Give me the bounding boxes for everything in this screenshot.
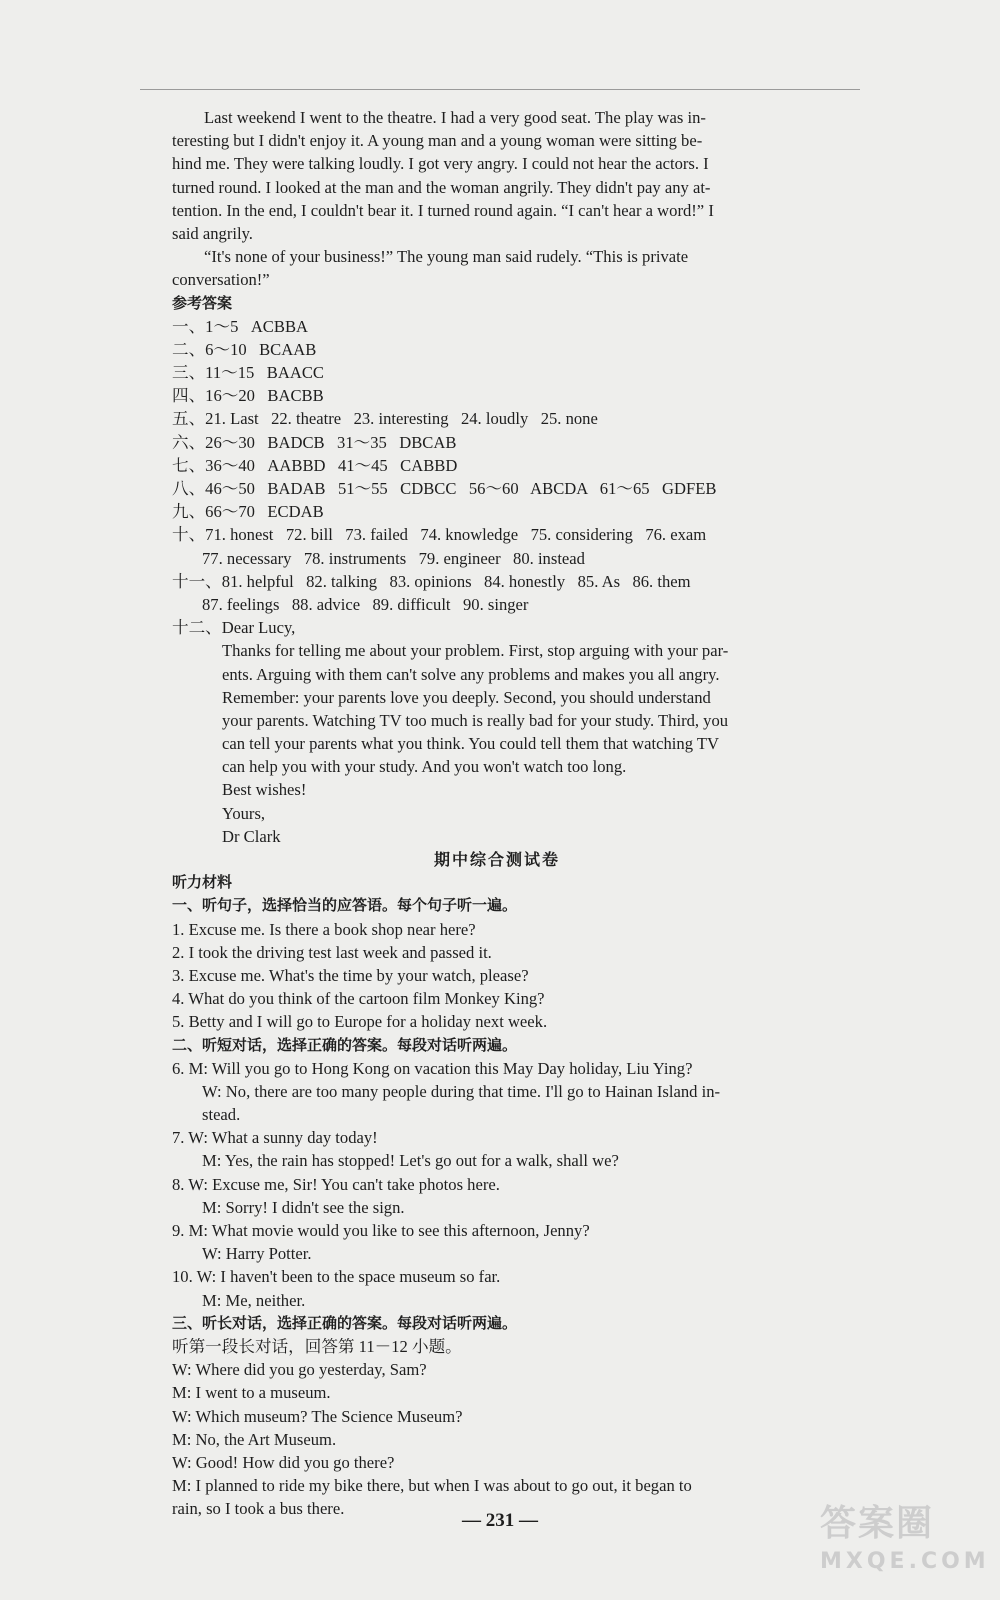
- text-line: tention. In the end, I couldn't bear it. I turned round again. “I can't hear a word!” I: [172, 200, 714, 220]
- text-line: M: I planned to ride my bike there, but when I was about to go out, it began to: [172, 1476, 692, 1496]
- text-line: rain, so I took a bus there.: [172, 1499, 345, 1519]
- text-line: 听力材料: [172, 873, 233, 892]
- text-line: stead.: [202, 1105, 241, 1125]
- text-line: 10. W: I haven't been to the space museum so far.: [172, 1267, 501, 1287]
- text-line: 77. necessary 78. instruments 79. engineer 80. instead: [202, 548, 585, 568]
- text-line: your parents. Watching TV too much is really bad for your study. Third, you: [222, 710, 729, 730]
- text-line: M: I went to a museum.: [172, 1383, 331, 1403]
- text-line: M: Me, neither.: [202, 1290, 306, 1310]
- text-line: 七、36～40 AABBD 41～45 CABBD: [172, 455, 458, 475]
- watermark-text-bottom: MXQE.COM: [820, 1549, 990, 1574]
- text-line: 十二、Dear Lucy,: [172, 618, 296, 638]
- text-line: 5. Betty and I will go to Europe for a holiday next week.: [172, 1012, 548, 1032]
- text-line: M: No, the Art Museum.: [172, 1429, 337, 1449]
- text-line: 二、6～10 BCAAB: [172, 339, 317, 359]
- text-line: hind me. They were talking loudly. I got very angry. I could not hear the actors. I: [172, 154, 709, 174]
- text-line: 87. feelings 88. advice 89. difficult 90. singer: [202, 594, 529, 614]
- text-line: 九、66～70 ECDAB: [172, 502, 324, 522]
- text-line: 五、21. Last 22. theatre 23. interesting 24. loudly 25. none: [172, 409, 598, 429]
- text-line: 十一、81. helpful 82. talking 83. opinions 84. honestly 85. As 86. them: [172, 571, 691, 591]
- text-line: said angrily.: [172, 223, 253, 243]
- text-line: ents. Arguing with them can't solve any problems and makes you all angry.: [222, 664, 720, 684]
- watermark-logo: [820, 1500, 990, 1590]
- text-line: 一、听句子，选择恰当的应答语。每个句子听一遍。: [172, 896, 518, 915]
- text-line: 六、26～30 BADCB 31～35 DBCAB: [172, 432, 457, 452]
- text-line: 八、46～50 BADAB 51～55 CDBCC 56～60 ABCDA 61～65 GDFEB: [172, 479, 717, 498]
- text-line: 十、71. honest 72. bill 73. failed 74. knowledge 75. considering 76. exam: [172, 525, 707, 545]
- text-line: Thanks for telling me about your problem. First, stop arguing with your par-: [222, 641, 729, 661]
- text-line: 8. W: Excuse me, Sir! You can't take photos here.: [172, 1174, 500, 1194]
- text-line: 二、听短对话，选择正确的答案。每段对话听两遍。: [172, 1035, 518, 1054]
- text-line: W: Which museum? The Science Museum?: [172, 1406, 463, 1426]
- text-line: 3. Excuse me. What's the time by your watch, please?: [172, 965, 529, 985]
- text-line: 2. I took the driving test last week and passed it.: [172, 942, 492, 962]
- text-line: Dr Clark: [222, 826, 281, 846]
- text-line: W: Where did you go yesterday, Sam?: [172, 1360, 427, 1380]
- text-line: W: Good! How did you go there?: [172, 1452, 395, 1472]
- text-line: can tell your parents what you think. You could tell them that watching TV: [222, 734, 719, 754]
- text-line: 4. What do you think of the cartoon film Monkey King?: [172, 989, 545, 1009]
- text-line: 三、听长对话，选择正确的答案。每段对话听两遍。: [172, 1313, 518, 1332]
- text-line: teresting but I didn't enjoy it. A young man and a young woman were sitting be-: [172, 131, 703, 151]
- text-line: 参考答案: [172, 293, 233, 312]
- text-body: [172, 106, 822, 1520]
- text-line: M: Yes, the rain has stopped! Let's go out for a walk, shall we?: [202, 1151, 619, 1171]
- text-line: 三、11～15 BAACC: [172, 363, 324, 383]
- text-line: Yours,: [222, 803, 266, 823]
- text-line: “It's none of your business!” The young man said rudely. “This is private: [204, 247, 689, 267]
- text-line: Best wishes!: [222, 780, 307, 800]
- text-line: M: Sorry! I didn't see the sign.: [202, 1197, 405, 1217]
- text-line: Last weekend I went to the theatre. I had a very good seat. The play was in-: [204, 108, 706, 127]
- text-line: turned round. I looked at the man and the woman angrily. They didn't pay any at-: [172, 177, 711, 197]
- text-line: 9. M: What movie would you like to see this afternoon, Jenny?: [172, 1221, 590, 1240]
- text-line: 听第一段长对话，回答第 11－12 小题。: [172, 1336, 462, 1356]
- text-line: Remember: your parents love you deeply. Second, you should understand: [222, 687, 711, 707]
- text-line: 7. W: What a sunny day today!: [172, 1128, 378, 1148]
- text-line: W: Harry Potter.: [202, 1244, 312, 1264]
- page-number: — 231 —: [462, 1510, 538, 1531]
- text-line: 6. M: Will you go to Hong Kong on vacation this May Day holiday, Liu Ying?: [172, 1058, 693, 1078]
- text-line: can help you with your study. And you won't watch too long.: [222, 757, 627, 777]
- header-rule: [140, 89, 860, 90]
- text-line: 1. Excuse me. Is there a book shop near here?: [172, 919, 476, 939]
- text-line: 四、16～20 BACBB: [172, 386, 324, 406]
- watermark-text-top: 答案圈: [820, 1503, 935, 1544]
- text-line: W: No, there are too many people during that time. I'll go to Hainan Island in-: [202, 1081, 721, 1101]
- text-line: 期中综合测试卷: [433, 850, 560, 869]
- text-line: 一、1～5 ACBBA: [172, 316, 308, 336]
- text-line: conversation!”: [172, 270, 270, 290]
